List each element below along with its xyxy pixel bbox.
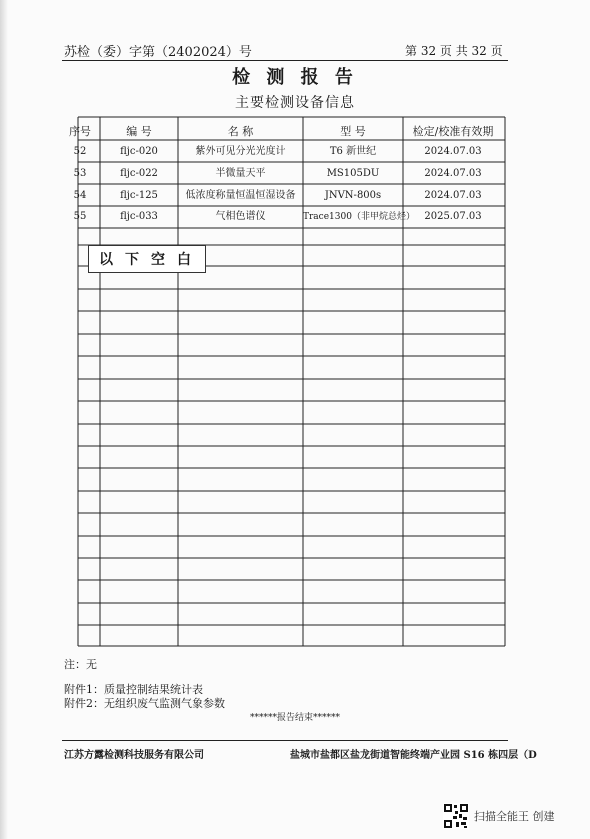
report-end-marker: ******报告结束****** [249,713,340,723]
table-cell-code: fljc-020 [120,146,158,157]
section-subtitle: 主要检测设备信息 [235,95,355,111]
table-cell-index: 55 [73,211,87,222]
table-cell-name: 气相色谱仪 [215,211,266,222]
table-cell-name: 半微量天平 [215,168,266,179]
table-cell-name: 低浓度称量恒温恒湿设备 [185,190,296,201]
page-indicator: 第 32 页 共 32 页 [405,44,503,58]
company-address: 盐城市盐都区盐龙街道智能终端产业园 S16 栋四层（D [290,750,537,761]
table-cell-name: 紫外可见分光光度计 [195,146,286,157]
table-cell-index: 54 [73,190,87,201]
col-header-code: 编 号 [126,125,152,138]
table-cell-index: 53 [73,168,87,179]
table-cell-code: fljc-033 [120,211,158,222]
scanner-watermark: 扫描全能王 创建 [474,810,555,823]
col-header-model: 型 号 [340,125,366,138]
table-cell-model: MS105DU [326,168,380,179]
report-title: 检 测 报 告 [232,67,358,88]
report-number: 苏检（委）字第（2402024）号 [64,45,252,60]
table-cell-validity: 2024.07.03 [424,168,482,179]
table-cell-code: fljc-125 [120,190,158,201]
col-header-validity: 检定/校准有效期 [412,125,494,138]
remark-note: 注：无 [64,658,97,671]
footer-rule [62,740,508,741]
table-cell-index: 52 [73,146,87,157]
attachment-1: 附件1：质量控制结果统计表 [64,683,203,696]
table-cell-validity: 2024.07.03 [424,146,482,157]
col-header-index: 序号 [69,125,91,138]
company-name: 江苏方露检测科技服务有限公司 [64,750,204,761]
table-cell-model: T6 新世纪 [329,146,377,157]
qr-code-icon [443,803,469,829]
col-header-name: 名 称 [227,125,254,138]
table-cell-model: JNVN-800s [324,190,382,201]
table-cell-validity: 2024.07.03 [424,190,482,201]
table-cell-model: Trace1300（非甲烷总烃） [303,212,415,222]
blank-below-stamp: 以下空白 [88,245,206,273]
table-cell-validity: 2025.07.03 [424,211,482,222]
table-cell-code: fljc-022 [120,168,158,179]
attachment-2: 附件2：无组织废气监测气象参数 [64,697,225,710]
